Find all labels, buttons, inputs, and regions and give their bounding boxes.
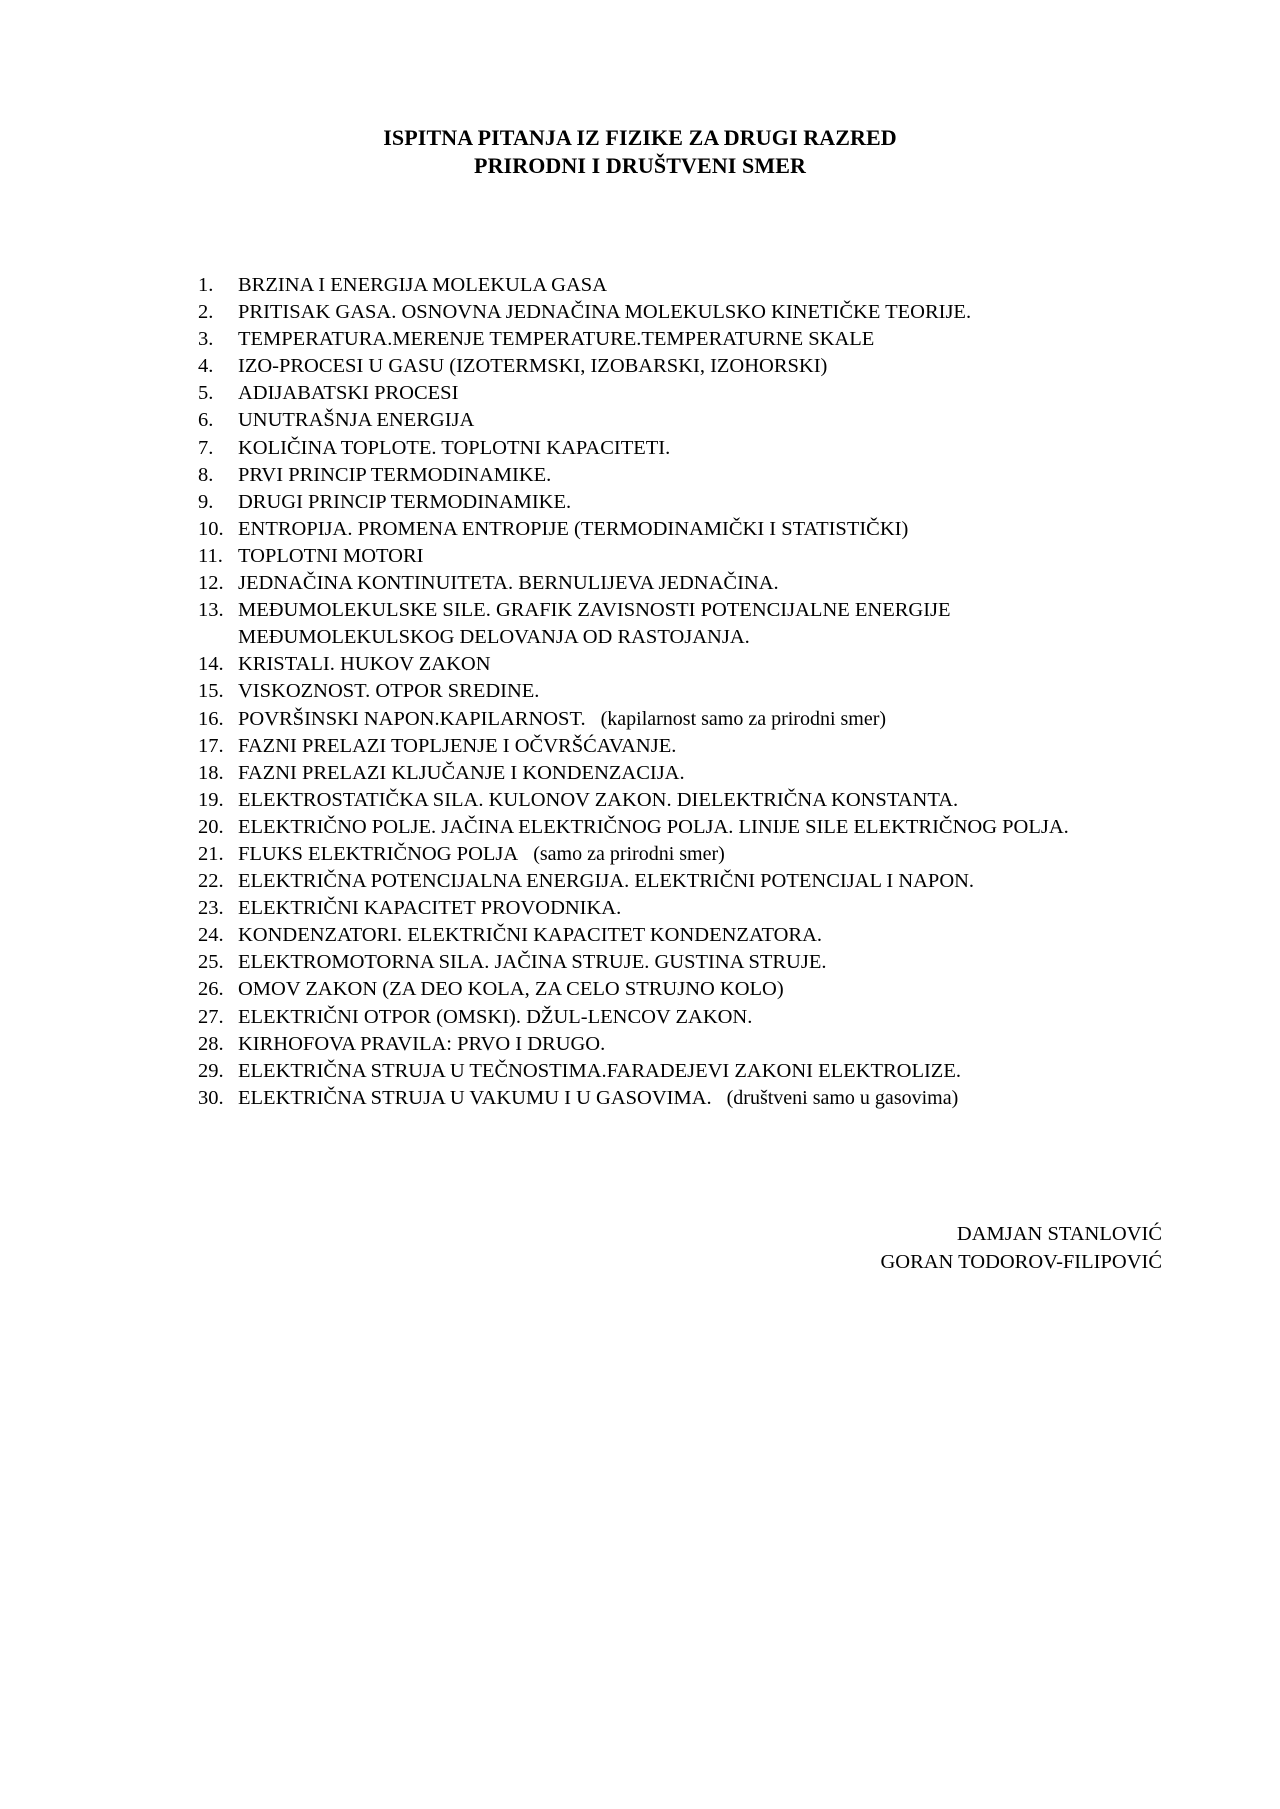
signature-author-1: DAMJAN STANLOVIĆ: [956, 1223, 1162, 1245]
question-item: [198, 543, 1158, 570]
question-item: [198, 489, 1158, 516]
question-text-wrap: [238, 733, 1158, 760]
question-text: IZO-PROCESI U GASU (IZOTERMSKI, IZOBARSKI, IZOHORSKI): [238, 355, 828, 378]
question-number: 30.: [198, 1086, 224, 1109]
question-number: 23.: [198, 897, 224, 920]
question-item: [198, 949, 1158, 976]
question-text-wrap: [238, 272, 1158, 299]
question-text: ELEKTRIČNA STRUJA U TEČNOSTIMA.FARADEJEVI ZAKONI ELEKTROLIZE.: [238, 1059, 961, 1082]
question-text-wrap: [238, 516, 1158, 543]
question-note: (društveni samo u gasovima): [726, 1086, 959, 1109]
question-item: [198, 1031, 1158, 1058]
question-text: PRITISAK GASA. OSNOVNA JEDNAČINA MOLEKULSKO KINETIČKE TEORIJE.: [238, 301, 972, 324]
question-item: [198, 922, 1158, 949]
question-text-wrap: [238, 353, 1158, 380]
question-item: [198, 651, 1158, 678]
title-line-2: PRIRODNI I DRUŠTVENI SMER: [474, 153, 806, 178]
question-text: FLUKS ELEKTRIČNOG POLJA: [238, 842, 519, 865]
question-number: 3.: [198, 328, 214, 351]
question-number: 19.: [198, 788, 224, 811]
question-item: [198, 678, 1158, 705]
question-item: [198, 299, 1158, 326]
question-text: POVRŠINSKI NAPON.KAPILARNOST.: [238, 707, 586, 730]
question-text-wrap: [238, 1031, 1158, 1058]
question-number: 18.: [198, 761, 224, 784]
question-text-wrap: [238, 1085, 1158, 1112]
question-text-wrap: [238, 326, 1158, 353]
question-text: VISKOZNOST. OTPOR SREDINE.: [238, 680, 540, 703]
question-text-wrap: [238, 597, 1158, 651]
question-text: ELEKTROMOTORNA SILA. JAČINA STRUJE. GUSTINA STRUJE.: [238, 951, 827, 974]
question-text-wrap: [238, 868, 1158, 895]
question-number: 10.: [198, 517, 224, 540]
question-text-wrap: [238, 706, 1158, 733]
question-text: ELEKTRIČNA STRUJA U VAKUMU I U GASOVIMA.: [238, 1086, 712, 1109]
question-note: (kapilarnost samo za prirodni smer): [600, 707, 887, 730]
question-text: TEMPERATURA.MERENJE TEMPERATURE.TEMPERATURNE SKALE: [238, 328, 875, 351]
question-text-wrap: [238, 787, 1158, 814]
question-text-wrap: [238, 814, 1158, 841]
question-text: KIRHOFOVA PRAVILA: PRVO I DRUGO.: [238, 1032, 606, 1055]
question-item: [198, 733, 1158, 760]
question-text-wrap: [238, 435, 1158, 462]
question-number: 26.: [198, 978, 224, 1001]
question-text-wrap: [238, 489, 1158, 516]
question-number: 15.: [198, 680, 224, 703]
question-text: ELEKTRIČNA POTENCIJALNA ENERGIJA. ELEKTRIČNI POTENCIJAL I NAPON.: [238, 870, 975, 893]
question-number: 27.: [198, 1005, 224, 1028]
question-number: 4.: [198, 355, 214, 378]
question-number: 22.: [198, 870, 224, 893]
question-text: FAZNI PRELAZI TOPLJENJE I OČVRŠĆAVANJE.: [238, 734, 677, 757]
question-text-wrap: [238, 1004, 1158, 1031]
question-item: [198, 353, 1158, 380]
question-text: ELEKTRIČNI OTPOR (OMSKI). DŽUL-LENCOV ZAKON.: [238, 1005, 753, 1028]
question-text-wrap: [238, 976, 1158, 1003]
question-note-spacer: [712, 1087, 727, 1109]
question-text-wrap: [238, 678, 1158, 705]
question-text-wrap: [238, 841, 1158, 868]
question-item: [198, 516, 1158, 543]
signature-block: [880, 1220, 1162, 1276]
question-text: PRVI PRINCIP TERMODINAMIKE.: [238, 463, 552, 486]
question-item: [198, 326, 1158, 353]
question-number: 21.: [198, 842, 224, 865]
question-item: [198, 814, 1158, 841]
question-number: 16.: [198, 707, 224, 730]
question-text: JEDNAČINA KONTINUITETA. BERNULIJEVA JEDNAČINA.: [238, 572, 779, 595]
question-text-wrap: [238, 407, 1158, 434]
question-number: 11.: [198, 544, 223, 567]
question-item: [198, 272, 1158, 299]
question-text: ENTROPIJA. PROMENA ENTROPIJE (TERMODINAMIČKI I STATISTIČKI): [238, 517, 909, 540]
question-text: ELEKTRIČNO POLJE. JAČINA ELEKTRIČNOG POLJA. LINIJE SILE ELEKTRIČNOG POLJA.: [238, 815, 1069, 838]
question-text: BRZINA I ENERGIJA MOLEKULA GASA: [238, 274, 607, 296]
question-number: 14.: [198, 653, 224, 676]
question-note: (samo za prirodni smer): [533, 842, 725, 865]
question-text: UNUTRAŠNJA ENERGIJA: [238, 409, 475, 432]
question-text: FAZNI PRELAZI KLJUČANJE I KONDENZACIJA.: [238, 761, 685, 784]
question-item: [198, 976, 1158, 1003]
question-number: 20.: [198, 815, 224, 838]
question-number: 8.: [198, 463, 214, 486]
question-number: 12.: [198, 572, 224, 595]
question-text: ELEKTRIČNI KAPACITET PROVODNIKA.: [238, 897, 622, 920]
question-number: 25.: [198, 951, 224, 974]
question-item: [198, 1058, 1158, 1085]
question-text: ELEKTROSTATIČKA SILA. KULONOV ZAKON. DIELEKTRIČNA KONSTANTA.: [238, 788, 959, 811]
document-title: [0, 124, 1280, 180]
question-item: [198, 597, 1158, 651]
question-number: 13.: [198, 599, 224, 622]
question-text: OMOV ZAKON (ZA DEO KOLA, ZA CELO STRUJNO KOLO): [238, 978, 784, 1001]
question-item: [198, 380, 1158, 407]
question-text-wrap: [238, 543, 1158, 570]
question-number: 29.: [198, 1059, 224, 1082]
question-text-wrap: [238, 570, 1158, 597]
title-line-1: ISPITNA PITANJA IZ FIZIKE ZA DRUGI RAZRED: [383, 125, 897, 150]
question-item: [198, 787, 1158, 814]
question-item: [198, 1004, 1158, 1031]
question-item: [198, 841, 1158, 868]
question-text-wrap: [238, 651, 1158, 678]
question-note-spacer: [518, 843, 533, 865]
question-text-wrap: [238, 949, 1158, 976]
question-number: 5.: [198, 382, 214, 405]
question-text-wrap: [238, 299, 1158, 326]
question-text-wrap: [238, 895, 1158, 922]
question-text-wrap: [238, 1058, 1158, 1085]
question-item: [198, 760, 1158, 787]
question-number: 1.: [198, 274, 214, 296]
question-text-wrap: [238, 922, 1158, 949]
question-text-wrap: [238, 760, 1158, 787]
question-item: [198, 895, 1158, 922]
question-text: DRUGI PRINCIP TERMODINAMIKE.: [238, 490, 572, 513]
question-text: KOLIČINA TOPLOTE. TOPLOTNI KAPACITETI.: [238, 436, 671, 459]
question-text: KRISTALI. HUKOV ZAKON: [238, 653, 491, 676]
question-text: KONDENZATORI. ELEKTRIČNI KAPACITET KONDENZATORA.: [238, 924, 823, 947]
signature-author-2: GORAN TODOROV-FILIPOVIĆ: [880, 1251, 1162, 1273]
question-item: [198, 706, 1158, 733]
question-item: [198, 868, 1158, 895]
question-number: 24.: [198, 924, 224, 947]
question-item: [198, 435, 1158, 462]
question-list: [198, 272, 1158, 1112]
question-number: 9.: [198, 490, 214, 513]
question-item: [198, 407, 1158, 434]
question-text: MEĐUMOLEKULSKE SILE. GRAFIK ZAVISNOSTI POTENCIJALNE ENERGIJE MEĐUMOLEKULSKOG DELOVANJA OD RASTOJANJA.: [238, 599, 951, 649]
question-item: [198, 570, 1158, 597]
question-text: ADIJABATSKI PROCESI: [238, 382, 459, 405]
question-number: 28.: [198, 1032, 224, 1055]
question-number: 7.: [198, 436, 214, 459]
question-item: [198, 1085, 1158, 1112]
question-item: [198, 462, 1158, 489]
question-note-spacer: [586, 708, 601, 730]
question-text-wrap: [238, 380, 1158, 407]
question-number: 6.: [198, 409, 214, 432]
question-text-wrap: [238, 462, 1158, 489]
question-text: TOPLOTNI MOTORI: [238, 544, 424, 567]
question-number: 2.: [198, 301, 214, 324]
question-number: 17.: [198, 734, 224, 757]
